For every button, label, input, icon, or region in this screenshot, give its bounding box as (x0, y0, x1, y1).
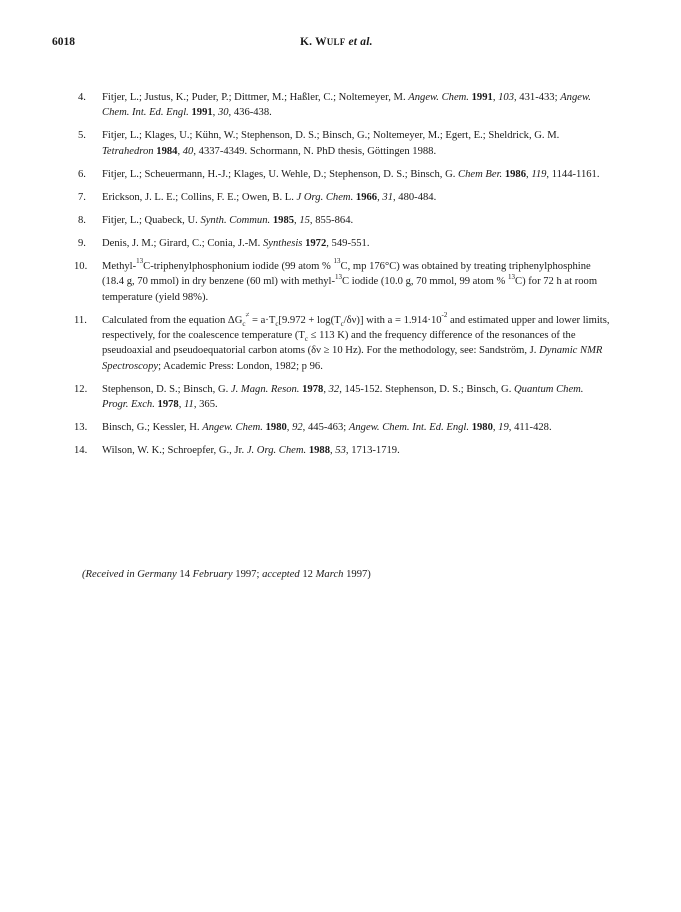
text-segment: Erickson, J. L. E.; Collins, F. E.; Owen, B. L. (102, 191, 297, 203)
text-segment: (Received in Germany (82, 569, 177, 580)
text-segment: Methyl- (102, 260, 137, 272)
reference-number: 10. (74, 260, 88, 272)
text-segment: 19 (498, 422, 509, 434)
text-segment: Stephenson, D. S.; Binsch, G. (102, 383, 231, 395)
reference-number: 14. (74, 445, 88, 457)
text-segment: 1980 (265, 422, 287, 434)
text-segment: 31 (382, 191, 393, 203)
text-segment: , 1713-1719. (345, 445, 400, 457)
author-initial: K. W (300, 36, 327, 48)
text-segment: 53 (335, 445, 346, 457)
text-segment: ≤ 113 K) and the frequency difference of the resonances of the pseudoaxial and pseudoequatorial carbon atoms (δν ≥ 10 Hz). For the methodology, see: Sandström, J. (102, 330, 576, 357)
text-segment: Fitjer, L.; Scheuermann, H.-J.; Klages, U. Wehle, D.; Stephenson, D. S.; Binsch, G. (102, 168, 459, 180)
text-segment: 1966 (355, 191, 378, 203)
text-segment: /δν)] with a = 1.914·10 (343, 314, 442, 326)
text-segment: 15 (299, 214, 310, 226)
reference-item (78, 190, 610, 205)
reference-text (102, 382, 610, 413)
reference-number: 11. (74, 314, 87, 326)
text-segment: and estimated upper and lower limits, respectively, for the coalescence temperature (T (102, 314, 610, 342)
reference-text (102, 213, 610, 228)
reference-item (78, 128, 610, 159)
text-segment: 1991 (471, 92, 493, 103)
text-segment: Fitjer, L.; Klages, U.; Kühn, W.; Stephenson, D. S.; Binsch, G.; Noltemeyer, M.; Egert, E.; Sheldrick, G. M. (102, 130, 560, 142)
text-segment: , (323, 383, 329, 395)
text-segment: Calculated from the equation ΔG (102, 314, 243, 326)
text-segment: 14 (176, 569, 193, 580)
text-segment: ; Academic Press: London, 1982; p 96. (158, 360, 323, 372)
text-segment: [9.972 + log(T (278, 314, 341, 326)
page-number: 6018 (52, 36, 75, 48)
reference-text (102, 420, 610, 435)
text-segment: , (492, 92, 499, 103)
text-segment: Binsch, G.; Kessler, H. (102, 422, 203, 434)
text-segment: = a·T (249, 314, 276, 326)
text-segment: J. Magn. Reson. (230, 383, 300, 395)
author-surname-smallcaps: ULF (326, 37, 346, 47)
text-segment: , (526, 168, 532, 180)
text-segment: Dynamic NMR Spectroscopy (102, 345, 603, 372)
text-segment: , 855-864. (309, 214, 354, 226)
text-segment: 1997) (343, 569, 371, 580)
text-segment: 30 (217, 107, 229, 119)
reference-item (78, 167, 610, 182)
text-segment: 1986 (504, 168, 527, 180)
text-segment: Wilson, W. K.; Schroepfer, G., Jr. (102, 445, 247, 457)
text-segment: 1985 (272, 214, 295, 226)
reference-number: 4. (78, 92, 86, 103)
reference-text (102, 190, 610, 205)
reference-text (102, 236, 610, 251)
text-segment: Angew. Chem. (408, 92, 469, 103)
text-segment: , 365. (193, 399, 218, 411)
text-segment: Angew. Chem. Int. Ed. Engl. (348, 422, 470, 434)
text-segment: 11 (184, 399, 194, 411)
text-segment: 13 (333, 257, 341, 266)
text-segment: March (315, 569, 344, 580)
text-segment: C-triphenylphosphonium iodide (99 atom % (143, 260, 334, 272)
text-segment: 1997; (232, 569, 263, 580)
text-segment: 92 (292, 422, 303, 434)
text-segment: 1988 (308, 445, 330, 457)
reference-number: 6. (78, 168, 86, 180)
reference-list (74, 90, 610, 466)
text-segment: February (192, 569, 233, 580)
text-segment: Synth. Commun. (200, 214, 271, 226)
reference-text (102, 313, 610, 375)
text-segment: 1978 (302, 383, 324, 395)
reference-item (74, 382, 610, 413)
reference-item (78, 236, 610, 251)
reference-number: 12. (74, 383, 88, 395)
text-segment: 32 (328, 383, 340, 395)
text-segment: , (177, 145, 183, 157)
reference-item (74, 257, 610, 305)
text-segment: , 549-551. (326, 237, 370, 249)
text-segment: -2 (441, 311, 448, 320)
text-segment: C) for 72 h at room temperature (yield 98%). (102, 276, 598, 303)
text-segment: , 480-484. (392, 191, 437, 203)
text-segment: Angew. Chem. Int. Ed. Engl. (102, 92, 591, 119)
text-segment: J Org. Chem. (296, 191, 354, 203)
text-segment: C iodide (10.0 g, 70 mmol, 99 atom % (342, 276, 508, 288)
text-segment: , (178, 399, 184, 411)
text-segment: , (286, 422, 293, 434)
text-segment: , (492, 422, 499, 434)
text-segment: , 445-463; (302, 422, 349, 434)
reference-number: 13. (74, 422, 88, 434)
text-segment: 1991 (191, 107, 213, 119)
text-segment: Fitjer, L.; Justus, K.; Puder, P.; Dittmer, M.; Haßler, C.; Noltemeyer, M. (102, 92, 409, 103)
text-segment: 103 (498, 92, 514, 103)
text-segment: Synthesis (262, 237, 303, 249)
text-segment: 1972 (305, 237, 327, 249)
text-segment: 13 (136, 257, 144, 266)
text-segment: c (304, 335, 308, 344)
text-segment: c (242, 319, 246, 328)
text-segment: Quantum Chem. Progr. Exch. (102, 383, 584, 411)
text-segment: , 4337-4349. Schormann, N. PhD thesis, Göttingen 1988. (193, 145, 437, 157)
author-suffix: et al. (345, 36, 373, 48)
reference-number: 9. (78, 237, 86, 249)
reference-text (102, 128, 610, 159)
text-segment: , (377, 191, 383, 203)
text-segment: 12 (299, 569, 316, 580)
text-segment: Tetrahedron (102, 145, 154, 157)
text-segment: Denis, J. M.; Girard, C.; Conia, J.-M. (102, 237, 263, 249)
reference-number: 7. (78, 191, 86, 203)
reference-text (102, 443, 610, 458)
text-segment: 13 (335, 272, 343, 281)
reference-number: 5. (78, 130, 86, 142)
text-segment: J. Org. Chem. (246, 445, 307, 457)
reference-item (74, 420, 610, 435)
text-segment: , (294, 214, 300, 226)
text-segment: C, mp 176°C) was obtained by treating triphenylphosphine (18.4 g, 70 mmol) in dry benzene (60 ml) with methyl- (102, 260, 591, 288)
text-segment: , (330, 445, 336, 457)
reference-text (102, 259, 610, 305)
text-segment: , (212, 107, 218, 119)
text-segment: 1978 (157, 399, 179, 411)
reference-text (102, 167, 610, 182)
running-header-author (300, 36, 373, 48)
text-segment: , 1144-1161. (546, 168, 600, 180)
text-segment: , 145-152. Stephenson, D. S.; Binsch, G. (339, 383, 514, 395)
reference-number: 8. (78, 214, 86, 226)
text-segment: , 436-438. (228, 107, 272, 119)
text-segment: 13 (508, 272, 515, 281)
text-segment: 1980 (471, 422, 493, 434)
text-segment: 40 (182, 145, 194, 157)
text-segment: accepted (262, 569, 300, 580)
text-segment: c (275, 319, 279, 328)
text-segment: Chem Ber. (458, 168, 503, 180)
reference-item (74, 311, 610, 375)
reference-text (102, 90, 610, 121)
text-segment: , 411-428. (508, 422, 552, 434)
text-segment: , 431-433; (514, 92, 561, 103)
text-segment: 119 (531, 168, 547, 180)
reference-item (78, 90, 610, 121)
reference-item (74, 443, 610, 458)
text-segment: Fitjer, L.; Quabeck, U. (102, 214, 201, 226)
text-segment: ≠ (245, 311, 250, 320)
received-note (82, 569, 371, 580)
text-segment: 1984 (156, 145, 178, 157)
text-segment: c (340, 319, 344, 328)
reference-item (78, 213, 610, 228)
text-segment: Angew. Chem. (202, 422, 263, 434)
